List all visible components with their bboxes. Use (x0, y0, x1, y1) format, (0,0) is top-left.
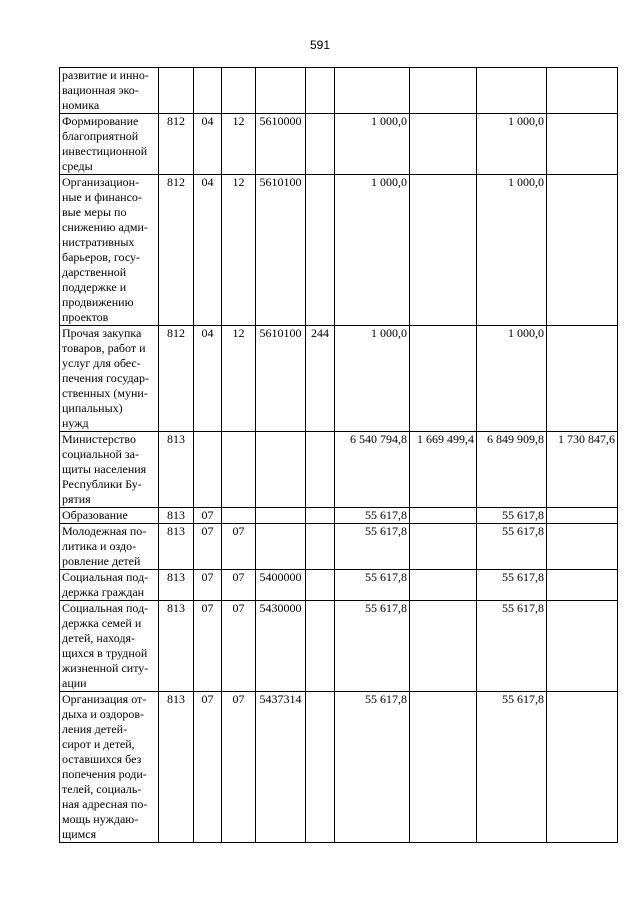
expense-type-cell (306, 692, 335, 843)
amount-2015-cell: 55 617,8 (477, 601, 547, 692)
item-name-line: Формирование (62, 114, 139, 128)
item-name-line: поддержке и (62, 280, 127, 294)
item-name-line: социальной за- (62, 447, 139, 461)
target-article-cell (256, 524, 306, 570)
amount-2014-cell: 1 000,0 (335, 114, 410, 175)
amount-2015-subvention-cell (547, 508, 618, 524)
expense-type-cell (306, 508, 335, 524)
item-name-line: снижению адми- (62, 220, 148, 234)
amount-2015-subvention-cell (547, 601, 618, 692)
table-row (60, 601, 618, 692)
item-name-line: держка граждан (62, 585, 145, 599)
target-article-cell: 5610100 (256, 175, 306, 326)
amount-2014-subvention-cell (410, 570, 477, 601)
item-name-line: номика (62, 98, 100, 112)
subsection-code-cell (222, 68, 256, 114)
target-article-cell: 5437314 (256, 692, 306, 843)
item-name-line: Организацион- (62, 175, 140, 189)
target-article-cell: 5430000 (256, 601, 306, 692)
department-code-cell: 812 (159, 175, 194, 326)
department-code-cell: 813 (159, 432, 194, 508)
amount-2014-cell: 1 000,0 (335, 326, 410, 432)
item-name-line: ные и финансо- (62, 190, 142, 204)
item-name-line: проектов (62, 310, 109, 324)
item-name-line: товаров, работ и (62, 341, 146, 355)
item-name-line: вационная эко- (62, 83, 139, 97)
amount-2015-subvention-cell (547, 692, 618, 843)
item-name-cell (60, 508, 159, 524)
item-name-line: ципальных) (62, 401, 123, 415)
amount-2014-subvention-cell (410, 508, 477, 524)
subsection-code-cell (222, 508, 256, 524)
department-code-cell: 812 (159, 326, 194, 432)
table-row (60, 114, 618, 175)
item-name-line: инвестиционной (62, 144, 148, 158)
item-name-line: сирот и детей, (62, 737, 135, 751)
amount-2014-subvention-cell (410, 326, 477, 432)
amount-2015-subvention-cell (547, 68, 618, 114)
item-name-line: мощь нуждаю- (62, 812, 139, 826)
item-name-line: щихся в трудной (62, 646, 148, 660)
item-name-line: телей, социаль- (62, 782, 142, 796)
table-body (60, 68, 618, 843)
section-code-cell: 07 (194, 692, 222, 843)
section-code-cell: 04 (194, 114, 222, 175)
amount-2015-subvention-cell (547, 570, 618, 601)
section-code-cell (194, 432, 222, 508)
item-name-line: барьеров, госу- (62, 250, 140, 264)
amount-2014-cell (335, 68, 410, 114)
item-name-line: щиты населения (62, 462, 147, 476)
item-name-cell (60, 175, 159, 326)
amount-2015-subvention-cell (547, 175, 618, 326)
section-code-cell (194, 68, 222, 114)
subsection-code-cell: 07 (222, 524, 256, 570)
amount-2014-cell: 55 617,8 (335, 570, 410, 601)
item-name-cell (60, 601, 159, 692)
item-name-line: Социальная под- (62, 570, 149, 584)
item-name-line: нужд (62, 416, 89, 430)
expense-type-cell (306, 570, 335, 601)
amount-2015-cell: 1 000,0 (477, 326, 547, 432)
item-name-cell (60, 68, 159, 114)
item-name-line: услуг для обес- (62, 356, 141, 370)
amount-2014-subvention-cell (410, 175, 477, 326)
item-name-cell (60, 524, 159, 570)
page-number: 591 (309, 38, 331, 52)
item-name-line: жизненной ситу- (62, 661, 149, 675)
item-name-line: нистративных (62, 235, 135, 249)
item-name-line: Организация от- (62, 692, 147, 706)
item-name-line: щимся (62, 827, 97, 841)
amount-2015-cell: 55 617,8 (477, 524, 547, 570)
item-name-line: оставшихся без (62, 752, 142, 766)
amount-2014-subvention-cell (410, 68, 477, 114)
expense-type-cell (306, 601, 335, 692)
item-name-line: продвижению (62, 295, 134, 309)
item-name-line: литика и оздо- (62, 539, 137, 553)
item-name-line: Прочая закупка (62, 326, 142, 340)
subsection-code-cell: 07 (222, 601, 256, 692)
amount-2014-subvention-cell (410, 524, 477, 570)
table-row (60, 432, 618, 508)
item-name-cell (60, 432, 159, 508)
amount-2014-cell: 55 617,8 (335, 524, 410, 570)
expense-type-cell (306, 175, 335, 326)
amount-2014-subvention-cell: 1 669 499,4 (410, 432, 477, 508)
table-row (60, 508, 618, 524)
subsection-code-cell: 12 (222, 114, 256, 175)
amount-2015-subvention-cell (547, 326, 618, 432)
item-name-line: развитие и инно- (62, 68, 149, 82)
subsection-code-cell (222, 432, 256, 508)
section-code-cell: 07 (194, 601, 222, 692)
item-name-line: детей, находя- (62, 631, 135, 645)
amount-2015-cell (477, 68, 547, 114)
subsection-code-cell: 12 (222, 326, 256, 432)
subsection-code-cell: 07 (222, 692, 256, 843)
item-name-cell (60, 114, 159, 175)
item-name-line: благоприятной (62, 129, 139, 143)
amount-2014-cell: 1 000,0 (335, 175, 410, 326)
amount-2015-cell: 1 000,0 (477, 175, 547, 326)
target-article-cell: 5610000 (256, 114, 306, 175)
item-name-line: попечения роди- (62, 767, 147, 781)
amount-2015-cell: 6 849 909,8 (477, 432, 547, 508)
table-row (60, 68, 618, 114)
table-row (60, 570, 618, 601)
item-name-line: ная адресная по- (62, 797, 148, 811)
amount-2015-cell: 55 617,8 (477, 508, 547, 524)
budget-table (59, 67, 618, 843)
expense-type-cell (306, 432, 335, 508)
target-article-cell (256, 508, 306, 524)
subsection-code-cell: 07 (222, 570, 256, 601)
amount-2015-subvention-cell (547, 114, 618, 175)
expense-type-cell (306, 524, 335, 570)
item-name-cell (60, 326, 159, 432)
item-name-cell (60, 692, 159, 843)
item-name-line: Республики Бу- (62, 477, 142, 491)
amount-2014-subvention-cell (410, 692, 477, 843)
item-name-line: Социальная под- (62, 601, 149, 615)
item-name-line: среды (62, 159, 93, 173)
item-name-line: рятия (62, 492, 91, 506)
section-code-cell: 07 (194, 524, 222, 570)
expense-type-cell: 244 (306, 326, 335, 432)
department-code-cell: 813 (159, 508, 194, 524)
amount-2015-cell: 1 000,0 (477, 114, 547, 175)
item-name-line: Молодежная по- (62, 524, 147, 538)
amount-2014-cell: 55 617,8 (335, 692, 410, 843)
target-article-cell (256, 432, 306, 508)
department-code-cell: 813 (159, 601, 194, 692)
section-code-cell: 04 (194, 326, 222, 432)
amount-2014-cell: 6 540 794,8 (335, 432, 410, 508)
target-article-cell: 5400000 (256, 570, 306, 601)
item-name-line: ления детей- (62, 722, 128, 736)
subsection-code-cell: 12 (222, 175, 256, 326)
table-row (60, 524, 618, 570)
target-article-cell: 5610100 (256, 326, 306, 432)
department-code-cell: 813 (159, 524, 194, 570)
amount-2015-cell: 55 617,8 (477, 692, 547, 843)
target-article-cell (256, 68, 306, 114)
item-name-line: ровление детей (62, 554, 141, 568)
department-code-cell: 813 (159, 692, 194, 843)
amount-2014-cell: 55 617,8 (335, 508, 410, 524)
item-name-cell (60, 570, 159, 601)
amount-2014-subvention-cell (410, 601, 477, 692)
department-code-cell: 812 (159, 114, 194, 175)
amount-2014-subvention-cell (410, 114, 477, 175)
item-name-line: печения государ- (62, 371, 149, 385)
amount-2014-cell: 55 617,8 (335, 601, 410, 692)
amount-2015-subvention-cell: 1 730 847,6 (547, 432, 618, 508)
department-code-cell: 813 (159, 570, 194, 601)
item-name-line: Образование (62, 508, 128, 522)
amount-2015-cell: 55 617,8 (477, 570, 547, 601)
item-name-line: держка семей и (62, 616, 142, 630)
expense-type-cell (306, 68, 335, 114)
amount-2015-subvention-cell (547, 524, 618, 570)
section-code-cell: 07 (194, 570, 222, 601)
item-name-line: вые меры по (62, 205, 127, 219)
item-name-line: Министерство (62, 432, 136, 446)
table-row (60, 175, 618, 326)
item-name-line: ации (62, 676, 87, 690)
section-code-cell: 04 (194, 175, 222, 326)
table-row (60, 326, 618, 432)
item-name-line: дарственной (62, 265, 127, 279)
item-name-line: дыха и оздоров- (62, 707, 145, 721)
expense-type-cell (306, 114, 335, 175)
section-code-cell: 07 (194, 508, 222, 524)
department-code-cell (159, 68, 194, 114)
table-row (60, 692, 618, 843)
item-name-line: ственных (муни- (62, 386, 148, 400)
